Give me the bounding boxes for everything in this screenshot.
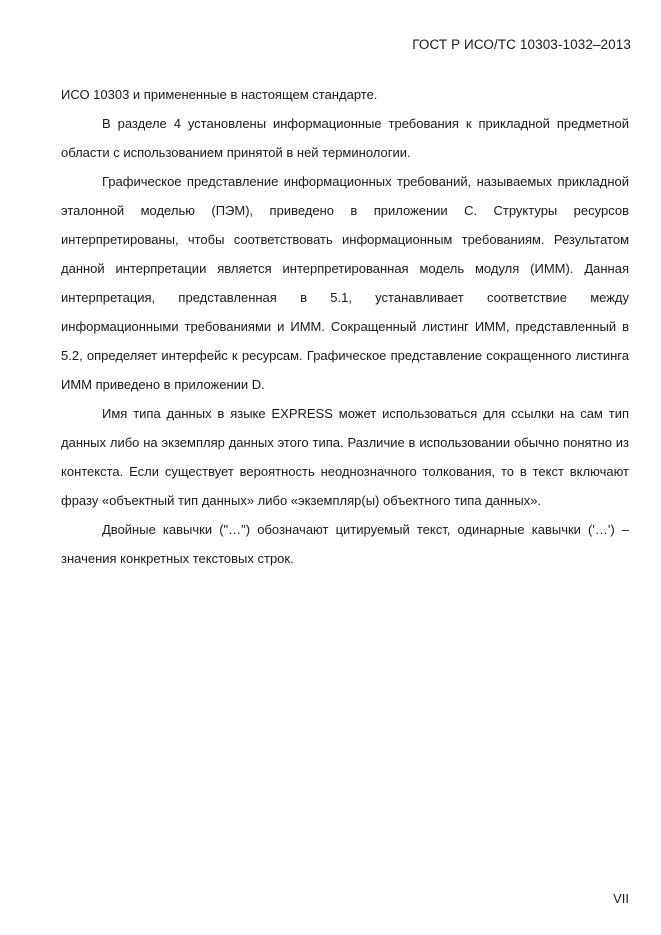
paragraph-graphical-representation: Графическое представление информационных требований, называемых прикладной эталонной моделью (ПЭМ), приведено в приложении С. Структуры ресурсов интерпретированы, чтобы соответствовать информационным требованиям. Результатом данной интерпретации является интерпретированная модель модуля (ИММ). Данная интерпретация, представленная в 5.1, устанавливает соответствие между информационными требованиями и ИММ. Сокращенный листинг ИММ, представленный в 5.2, определяет интерфейс к ресурсам. Графическое представление сокращенного листинга ИММ приведено в приложении D. — [61, 174, 629, 392]
paragraph-quotation-marks: Двойные кавычки ("…") обозначают цитируемый текст, одинарные кавычки ('…') – значения конкретных текстовых строк. — [61, 522, 629, 566]
paragraph-express-data-types: Имя типа данных в языке EXPRESS может использоваться для ссылки на сам тип данных либо на экземпляр данных этого типа. Различие в использовании обычно понятно из контекста. Если существует вероятность неоднозначного толкования, то в текст включают фразу «объектный тип данных» либо «экземпляр(ы) объектного типа данных». — [61, 406, 629, 508]
paragraph-continuation: ИСО 10303 и примененные в настоящем стандарте. — [61, 87, 378, 102]
page-number: VII — [613, 891, 629, 906]
body-text — [61, 80, 629, 573]
standard-header: ГОСТ Р ИСО/ТС 10303-1032–2013 — [412, 37, 631, 52]
paragraph-section-4: В разделе 4 установлены информационные требования к прикладной предметной области с использованием принятой в ней терминологии. — [61, 116, 629, 160]
